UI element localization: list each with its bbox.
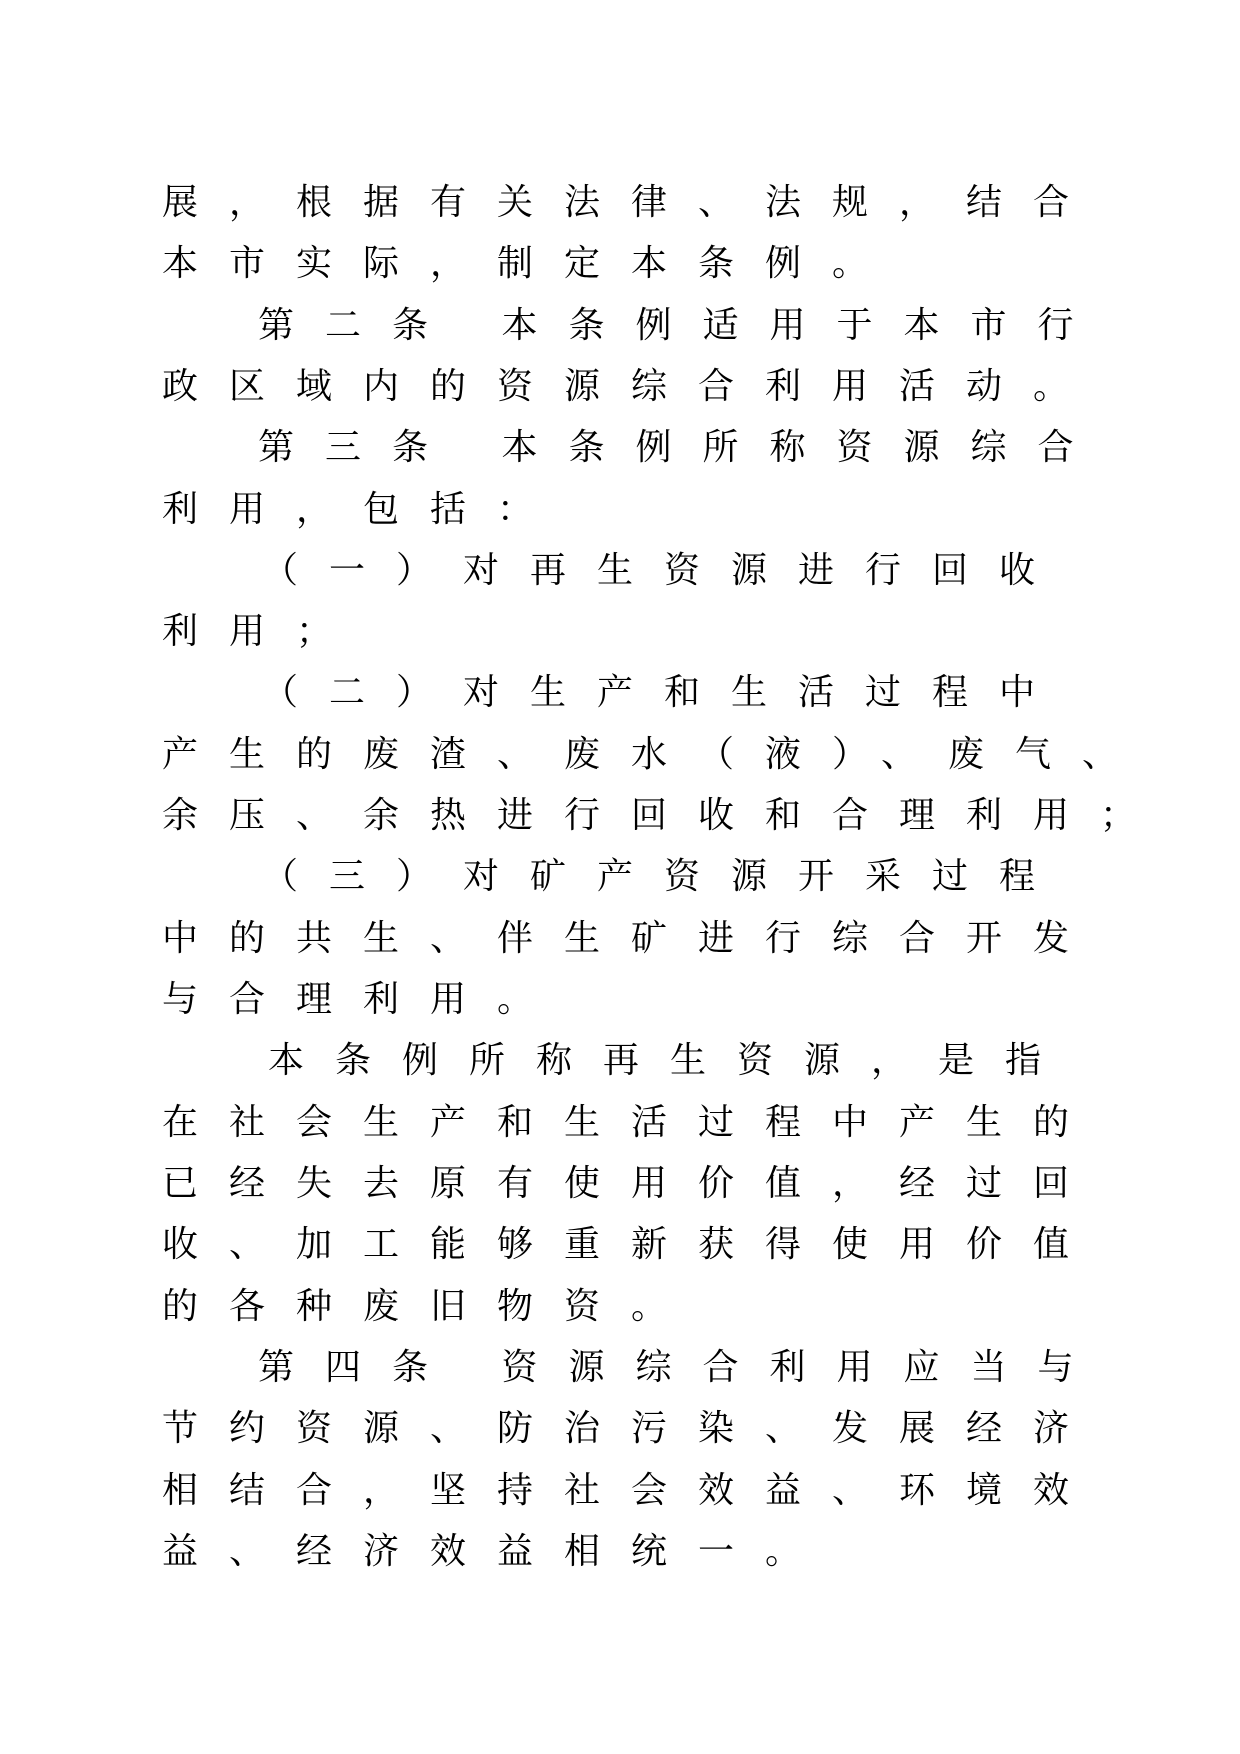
text-line: 收、加工能够重新获得使用价值 [162, 1224, 1101, 1265]
text-line: 节约资源、防治污染、发展经济 [162, 1408, 1101, 1449]
text-line: 利用； [162, 611, 364, 652]
text-line: 利用，包括： [162, 489, 565, 530]
list-item-line: （三）对矿产资源开采过程 [262, 856, 1067, 897]
text-line: 本市实际，制定本条例。 [162, 243, 900, 284]
article-heading-line: 第三条 本条例所称资源综合 [258, 427, 1105, 468]
article-heading-line: 第四条 资源综合利用应当与 [258, 1347, 1105, 1388]
text-line: 相结合，坚持社会效益、环境效 [162, 1470, 1101, 1511]
text-line: 展，根据有关法律、法规，结合 [162, 182, 1101, 223]
text-line: 产生的废渣、废水（液）、废气、 [162, 734, 1150, 775]
paragraph-start-line: 本条例所称再生资源，是指 [268, 1040, 1073, 1081]
text-line: 中的共生、伴生矿进行综合开发 [162, 918, 1101, 959]
text-line: 的各种废旧物资。 [162, 1286, 699, 1327]
text-line: 与合理利用。 [162, 979, 565, 1020]
list-item-line: （二）对生产和生活过程中 [262, 672, 1067, 713]
article-heading-line: 第二条 本条例适用于本市行 [258, 305, 1105, 346]
text-line: 已经失去原有使用价值，经过回 [162, 1163, 1101, 1204]
text-line: 益、经济效益相统一。 [162, 1531, 833, 1572]
text-line: 余压、余热进行回收和合理利用； [162, 795, 1168, 836]
text-line: 在社会生产和生活过程中产生的 [162, 1102, 1101, 1143]
text-line: 政区域内的资源综合利用活动。 [162, 366, 1101, 407]
list-item-line: （一）对再生资源进行回收 [262, 550, 1067, 591]
